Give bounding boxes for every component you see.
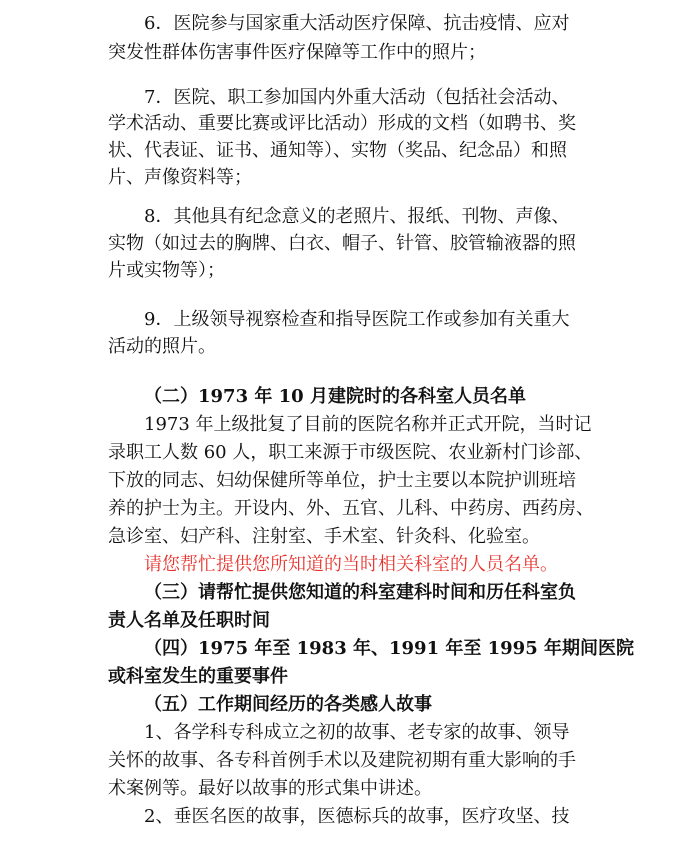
section-3-heading-line-2: 责人名单及任职时间	[108, 610, 270, 631]
item-7-line-3: 状、代表证、证书、通知等）、实物（奖品、纪念品）和照	[108, 140, 567, 161]
section-2-heading: （二）1973 年 10 月建院时的各科室人员名单	[144, 386, 526, 407]
item-8-line-1: 8．其他具有纪念意义的老照片、报纸、刊物、声像、	[144, 206, 570, 227]
section-5-item-2-line-1: 2、垂医名医的故事，医德标兵的故事，医疗攻坚、技	[144, 806, 570, 827]
item-9-line-2: 活动的照片。	[108, 336, 216, 357]
section-5-item-1-line-2: 关怀的故事、各专科首例手术以及建院初期有重大影响的手	[108, 750, 576, 771]
section-3-heading-line-1: （三）请帮忙提供您知道的科室建科时间和历任科室负	[144, 582, 576, 603]
section-2-body-line-5: 急诊室、妇产科、注射室、手术室、针灸科、化验室。	[108, 526, 540, 547]
section-5-item-1-line-3: 术案例等。最好以故事的形式集中讲述。	[108, 778, 432, 799]
section-5-heading: （五）工作期间经历的各类感人故事	[144, 694, 432, 715]
item-9-line-1: 9．上级领导视察检查和指导医院工作或参加有关重大	[144, 309, 570, 330]
item-8-line-3: 片或实物等）；	[108, 260, 225, 281]
section-2-request: 请您帮忙提供您所知道的当时相关科室的人员名单。	[144, 554, 558, 575]
section-2-body-line-1: 1973 年上级批复了目前的医院名称并正式开院，当时记	[144, 414, 592, 435]
section-4-heading-line-2: 或科室发生的重要事件	[108, 666, 288, 687]
section-2-body-line-2: 录职工人数 60 人，职工来源于市级医院、农业新村门诊部、	[108, 442, 593, 463]
item-7-line-1: 7．医院、职工参加国内外重大活动（包括社会活动、	[144, 87, 570, 108]
item-6-line-1: 6．医院参与国家重大活动医疗保障、抗击疫情、应对	[144, 13, 570, 34]
item-7-line-4: 片、声像资料等；	[108, 167, 252, 188]
section-5-item-1-line-1: 1、各学科专科成立之初的故事、老专家的故事、领导	[144, 722, 570, 743]
section-4-heading-line-1: （四）1975 年至 1983 年、1991 年至 1995 年期间医院	[144, 638, 634, 659]
section-2-body-line-4: 养的护士为主。开设内、外、五官、儿科、中药房、西药房、	[108, 498, 594, 519]
section-2-body-line-3: 下放的同志、妇幼保健所等单位，护士主要以本院护训班培	[108, 470, 576, 491]
item-7-line-2: 学术活动、重要比赛或评比活动）形成的文档（如聘书、奖	[108, 113, 576, 134]
item-6-line-2: 突发性群体伤害事件医疗保障等工作中的照片；	[108, 42, 486, 63]
item-8-line-2: 实物（如过去的胸牌、白衣、帽子、针管、胶管输液器的照	[108, 233, 576, 254]
